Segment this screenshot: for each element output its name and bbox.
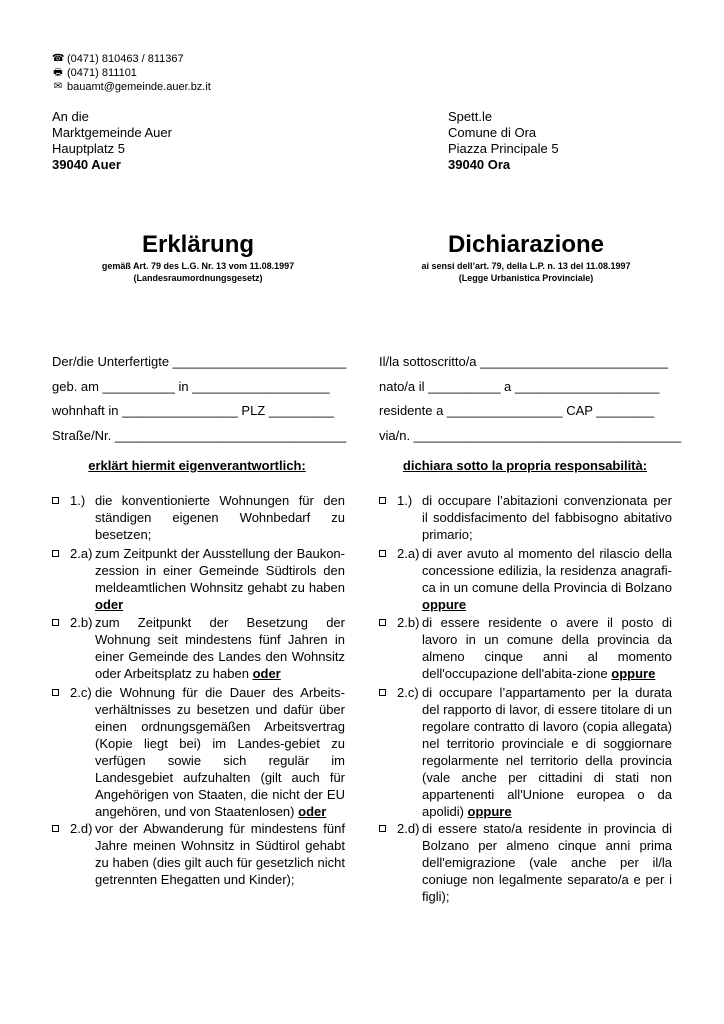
list-item: 2.d) di essere stato/a residente in provincia di Bolzano per almeno cinque anni prima dell'emigrazione (vale anche per il/la coniuge non legalmente separato/a e per i figli); [379,820,672,905]
checkbox[interactable] [52,497,59,504]
title-it-sub1: ai sensi dell’art. 79, della L.P. n. 13 del 11.08.1997 [421,261,631,271]
field-de-residence[interactable]: wohnhaft in ________________ PLZ _________ [52,403,334,418]
checkbox[interactable] [379,619,386,626]
field-de-street[interactable]: Straße/Nr. ________________________________ [52,428,347,443]
title-de-main: Erklärung [141,231,255,258]
checkbox[interactable] [52,550,59,557]
checkbox[interactable] [379,497,386,504]
field-de-name[interactable]: Der/die Unterfertigte ________________________ [52,354,347,369]
address-de [52,109,172,173]
phone-number: (0471) 810463 / 811367 [67,53,184,65]
checkbox[interactable] [52,619,59,626]
list-item: 2.c) di occupare l’appartamento per la durata del rapporto di lavor, di essere titolare di un regolare contratto di lavoro (copia allegata) nel territorio provinciale e di soggiornare regolarmente nel territorio della provincia (vale anche per cittadini di stati non appartenenti all'Unione europea o da apolidi) oppure [379,684,672,820]
email-address: bauamt@gemeinde.auer.bz.it [67,81,211,93]
list-item: 1.) di occupare l’abitazioni convenzionata per il soddisfacimento del fabbisogno abitativo primario; [379,492,672,543]
title-it-sub2: (Legge Urbanistica Provinciale) [458,273,594,283]
checkbox[interactable] [379,550,386,557]
fax-number: (0471) 811101 [67,67,137,79]
field-it-street[interactable]: via/n. _____________________________________ [379,428,682,443]
title-it-main: Dichiarazione [447,231,605,258]
title-de-sub1: gemäß Art. 79 des L.G. Nr. 13 vom 11.08.1997 [101,261,295,271]
title-de-sub2: (Landesraumordnungsgesetz) [133,273,263,283]
address-it-line2: Comune di Ora [448,125,537,140]
address-de-line2: Marktgemeinde Auer [52,125,172,140]
fax-icon: 🖶 [53,67,63,78]
list-item: 2.c) die Wohnung für die Dauer des Arbeits-verhältnisses zu besetzen und dafür über einen ordnungsgemäßen Arbeitsvertrag (Kopie liegt bei) im Landes-gebiet zu verfügen sowie sich regulär im Landesgebiet aufzuhalten (gilt auch für Angehörigen von Staaten, die nicht der EU angehören, und von Staatenlosen) oder [52,684,345,820]
list-item: 2.a) zum Zeitpunkt der Ausstellung der Baukon-zession in einer Gemeinde Südtirols den meldeamtlichen Wohnsitz gehabt zu haben oder [52,545,345,613]
checkbox[interactable] [52,689,59,696]
field-it-name[interactable]: Il/la sottoscritto/a __________________________ [379,354,669,369]
declaration-heading-it: dichiara sotto la propria responsabilità: [402,458,648,473]
list-item: 2.b) zum Zeitpunkt der Besetzung der Wohnung seit mindestens fünf Jahren in einer Gemeinde des Landes den Wohnsitz oder Arbeitsplatz zu haben oder [52,614,345,682]
checkbox[interactable] [379,689,386,696]
address-it [448,109,559,173]
list-item: 2.d) vor der Abwanderung für mindestens fünf Jahre meinen Wohnsitz in Südtirol gehabt zu haben (dies gilt auch für gesetzlich nicht getrennten Ehegatten und Kinder); [52,820,345,888]
address-de-line3: Hauptplatz 5 [52,141,125,156]
address-it-line1: Spett.le [448,109,493,124]
title-de [48,230,348,284]
field-it-residence[interactable]: residente a ________________ CAP ________ [379,403,655,418]
phone-icon: ☎ [52,53,65,64]
contact-block [52,52,211,94]
checkbox[interactable] [379,825,386,832]
email-icon: ✉ [53,81,63,92]
list-item: 2.b) di essere residente o avere il posto di lavoro in un comune della provincia da almeno cinque anni al momento dell'occupazione dell'abita-zione oppure [379,614,672,682]
address-it-line3: Piazza Principale 5 [448,141,559,156]
address-de-line1: An die [52,109,89,124]
title-it [376,230,676,284]
address-it-line4: 39040 Ora [448,157,511,172]
list-item: 2.a) di aver avuto al momento del rilascio della concessione edilizia, la residenza anagrafi-ca in un comune della Provincia di Bolzano oppure [379,545,672,613]
declaration-heading-de: erklärt hiermit eigenverantwortlich: [88,458,306,473]
list-item: 1.) die konventionierte Wohnungen für den ständigen eigenen Wohnbedarf zu besetzen; [52,492,345,543]
address-de-line4: 39040 Auer [52,157,121,172]
field-it-birth[interactable]: nato/a il __________ a ____________________ [379,379,660,394]
checkbox[interactable] [52,825,59,832]
field-de-birth[interactable]: geb. am __________ in ___________________ [52,379,330,394]
